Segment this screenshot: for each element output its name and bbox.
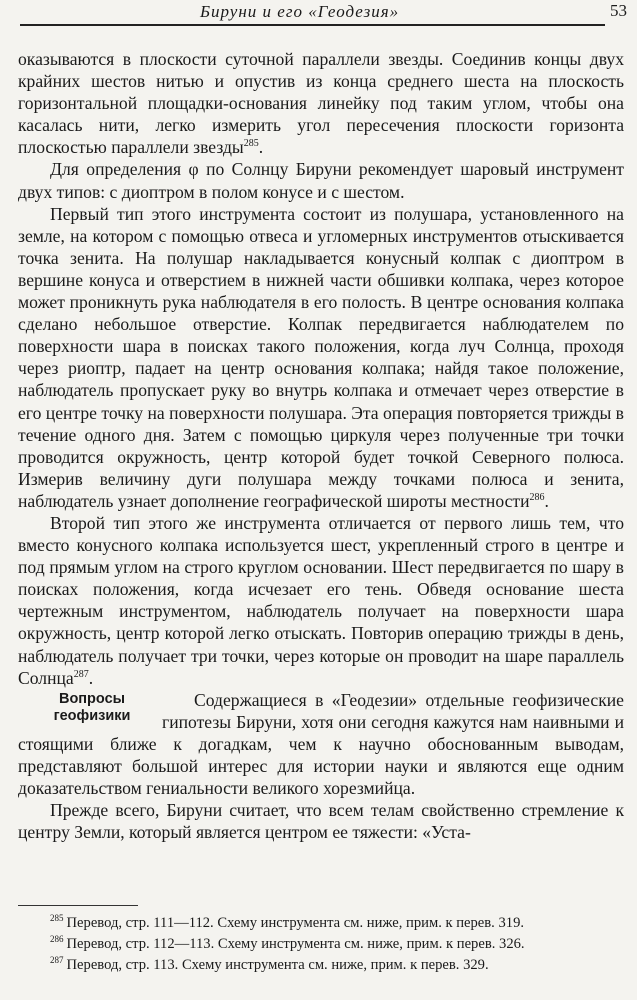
sidenote-heading: Вопросы геофизики	[53, 690, 131, 724]
header-rule	[20, 24, 605, 26]
paragraph: Вопросы геофизики Содержащиеся в «Геодезии» отдельные геофизические гипотезы Бируни, хотя они сегодня кажутся нам наивными и стоящими ближе к догадкам, чем к научно обоснованным выводам, представляют большой интерес для истории науки и являются еще одним доказательством гениальности великого хорезмийца.	[18, 689, 624, 799]
paragraph: Первый тип этого инструмента состоит из полушара, установленного на земле, на котором с помощью отвеса и угломерных инструментов отыскивается точка зенита. На полушар накладывается конусный колпак с диоптром в вершине конуса и отверстием в нижней части обшивки колпака, через которое может проникнуть рука наблюдателя в его полость. В центре основания колпака сделано небольшое отверстие. Колпак передвигается наблюдателем по поверхности шара в поисках такого положения, когда луч Солнца, проходя через риоптр, падает на центр основания колпака; найдя такое положение, наблюдатель пропускает руку во внутрь колпака и отмечает через отверстие в его центре точку на поверхности полушара. Эта операция повторяется трижды в течение одного дня. Затем с помощью циркуля через полученные три точки проводится окружность, центр которой будет точкой Северного полюса. Измерив величину дуги полушара между точками полюса и зенита, наблюдатель узнает дополнение географической широты местности$^{286}$.	[18, 203, 624, 511]
footnote: $^{287}$ Перевод, стр. 113. Схему инструмента см. ниже, прим. к перев. 329.	[50, 955, 489, 973]
footnote: $^{286}$ Перевод, стр. 112—113. Схему инструмента см. ниже, прим. к перев. 326.	[50, 934, 525, 952]
footnote: $^{285}$ Перевод, стр. 111—112. Схему инструмента см. ниже, прим. к перев. 319.	[50, 913, 525, 931]
footnote-ref: 286	[529, 492, 545, 504]
footnote-ref: 287	[73, 668, 89, 680]
paragraph: Второй тип этого же инструмента отличается от первого лишь тем, что вместо конусного колпака используется шест, укрепленный строго в центре и под прямым углом на строго круглом основании. Шест передвигается по шару в поисках положения, когда исчезает его тень. Обведя основание шеста чертежным инструментом, наблюдатель получает на поверхности шара окружность, центр которой легко отыскать. Повторив операцию трижды в день, наблюдатель получает три точки, через которые он проводит на шаре параллель Солнца$^{287}$.	[18, 512, 624, 688]
paragraph: Для определения φ по Солнцу Бируни рекомендует шаровый инструмент двух типов: с диоптром в полом конусе и с шестом.	[18, 159, 624, 202]
running-title: Бируни и его «Геодезия»	[200, 2, 400, 21]
body-text	[18, 48, 624, 843]
footnote-ref: 285	[243, 138, 259, 150]
page-number: 53	[610, 1, 627, 20]
paragraph: Прежде всего, Бируни считает, что всем телам свойственно стремление к центру Земли, который является центром ее тяжести: «Уста-	[18, 800, 624, 843]
page-header	[20, 0, 625, 30]
paragraph: оказываются в плоскости суточной параллели звезды. Соединив концы двух крайних шестов нитью и опустив из конца среднего шеста на плоскость горизонтальной площадки-основания линейку под таким углом, чтобы она касалась нити, легко измерить угол пересечения плоскости горизонта плоскостью параллели звезды$^{285}$.	[18, 49, 624, 158]
footnotes	[50, 913, 620, 976]
footnote-rule	[18, 905, 138, 906]
